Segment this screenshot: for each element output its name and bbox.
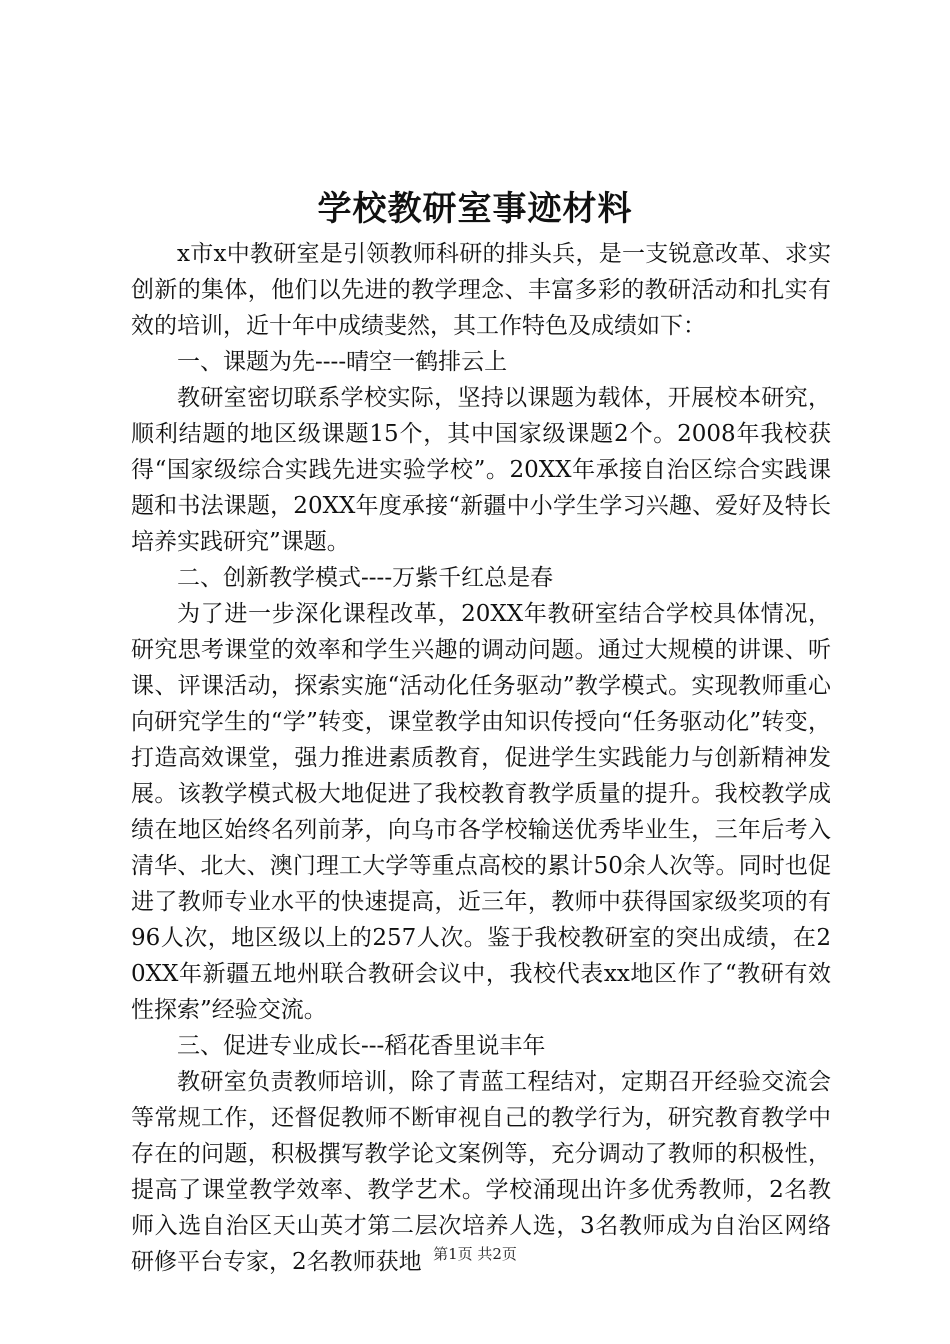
intro-paragraph: x市x中教研室是引领教师科研的排头兵，是一支锐意改革、求实创新的集体，他们以先进的教学理念、丰富多彩的教研活动和扎实有效的培训，近十年中成绩斐然，其工作特色及成绩如下： <box>131 241 831 339</box>
section-1-heading: 一、课题为先----晴空一鹤排云上 <box>177 349 508 375</box>
section-1-paragraph: 教研室密切联系学校实际，坚持以课题为载体，开展校本研究，顺利结题的地区级课题15个，其中国家级课题2个。2008年我校获得“国家级综合实践先进实验学校”。20XX年承接自治区综合实践课题和书法课题，20XX年度承接“新疆中小学生学习兴趣、爱好及特长培养实践研究”课题。 <box>131 385 831 555</box>
section-2-paragraph: 为了进一步深化课程改革，20XX年教研室结合学校具体情况，研究思考课堂的效率和学生兴趣的调动问题。通过大规模的讲课、听课、评课活动，探索实施“活动化任务驱动”教学模式。实现教师重心向研究学生的“学”转变，课堂教学由知识传授向“任务驱动化”转变，打造高效课堂，强力推进素质教育，促进学生实践能力与创新精神发展。该教学模式极大地促进了我校教育教学质量的提升。我校教学成绩在地区始终名列前茅，向乌市各学校输送优秀毕业生，三年后考入清华、北大、澳门理工大学等重点高校的累计50余人次等。同时也促进了教师专业水平的快速提高，近三年，教师中获得国家级奖项的有96人次，地区级以上的257人次。鉴于我校教研室的突出成绩，在20XX年新疆五地州联合教研会议中，我校代表xx地区作了“教研有效性探索”经验交流。 <box>131 601 831 1023</box>
page-footer: 第1页 共2页 <box>433 1245 517 1263</box>
document-body <box>131 236 831 1280</box>
document-title: 学校教研室事迹材料 <box>317 189 633 229</box>
section-3-heading: 三、促进专业成长---稻花香里说丰年 <box>177 1033 546 1059</box>
section-3-paragraph: 教研室负责教师培训，除了青蓝工程结对，定期召开经验交流会等常规工作，还督促教师不断审视自己的教学行为，研究教育教学中存在的问题，积极撰写教学论文案例等，充分调动了教师的积极性，提高了课堂教学效率、教学艺术。学校涌现出许多优秀教师，2名教师入选自治区天山英才第二层次培养人选，3名教师成为自治区网络研修平台专家，2名教师获地 <box>131 1069 831 1275</box>
section-2-heading: 二、创新教学模式----万紫千红总是春 <box>177 565 554 591</box>
